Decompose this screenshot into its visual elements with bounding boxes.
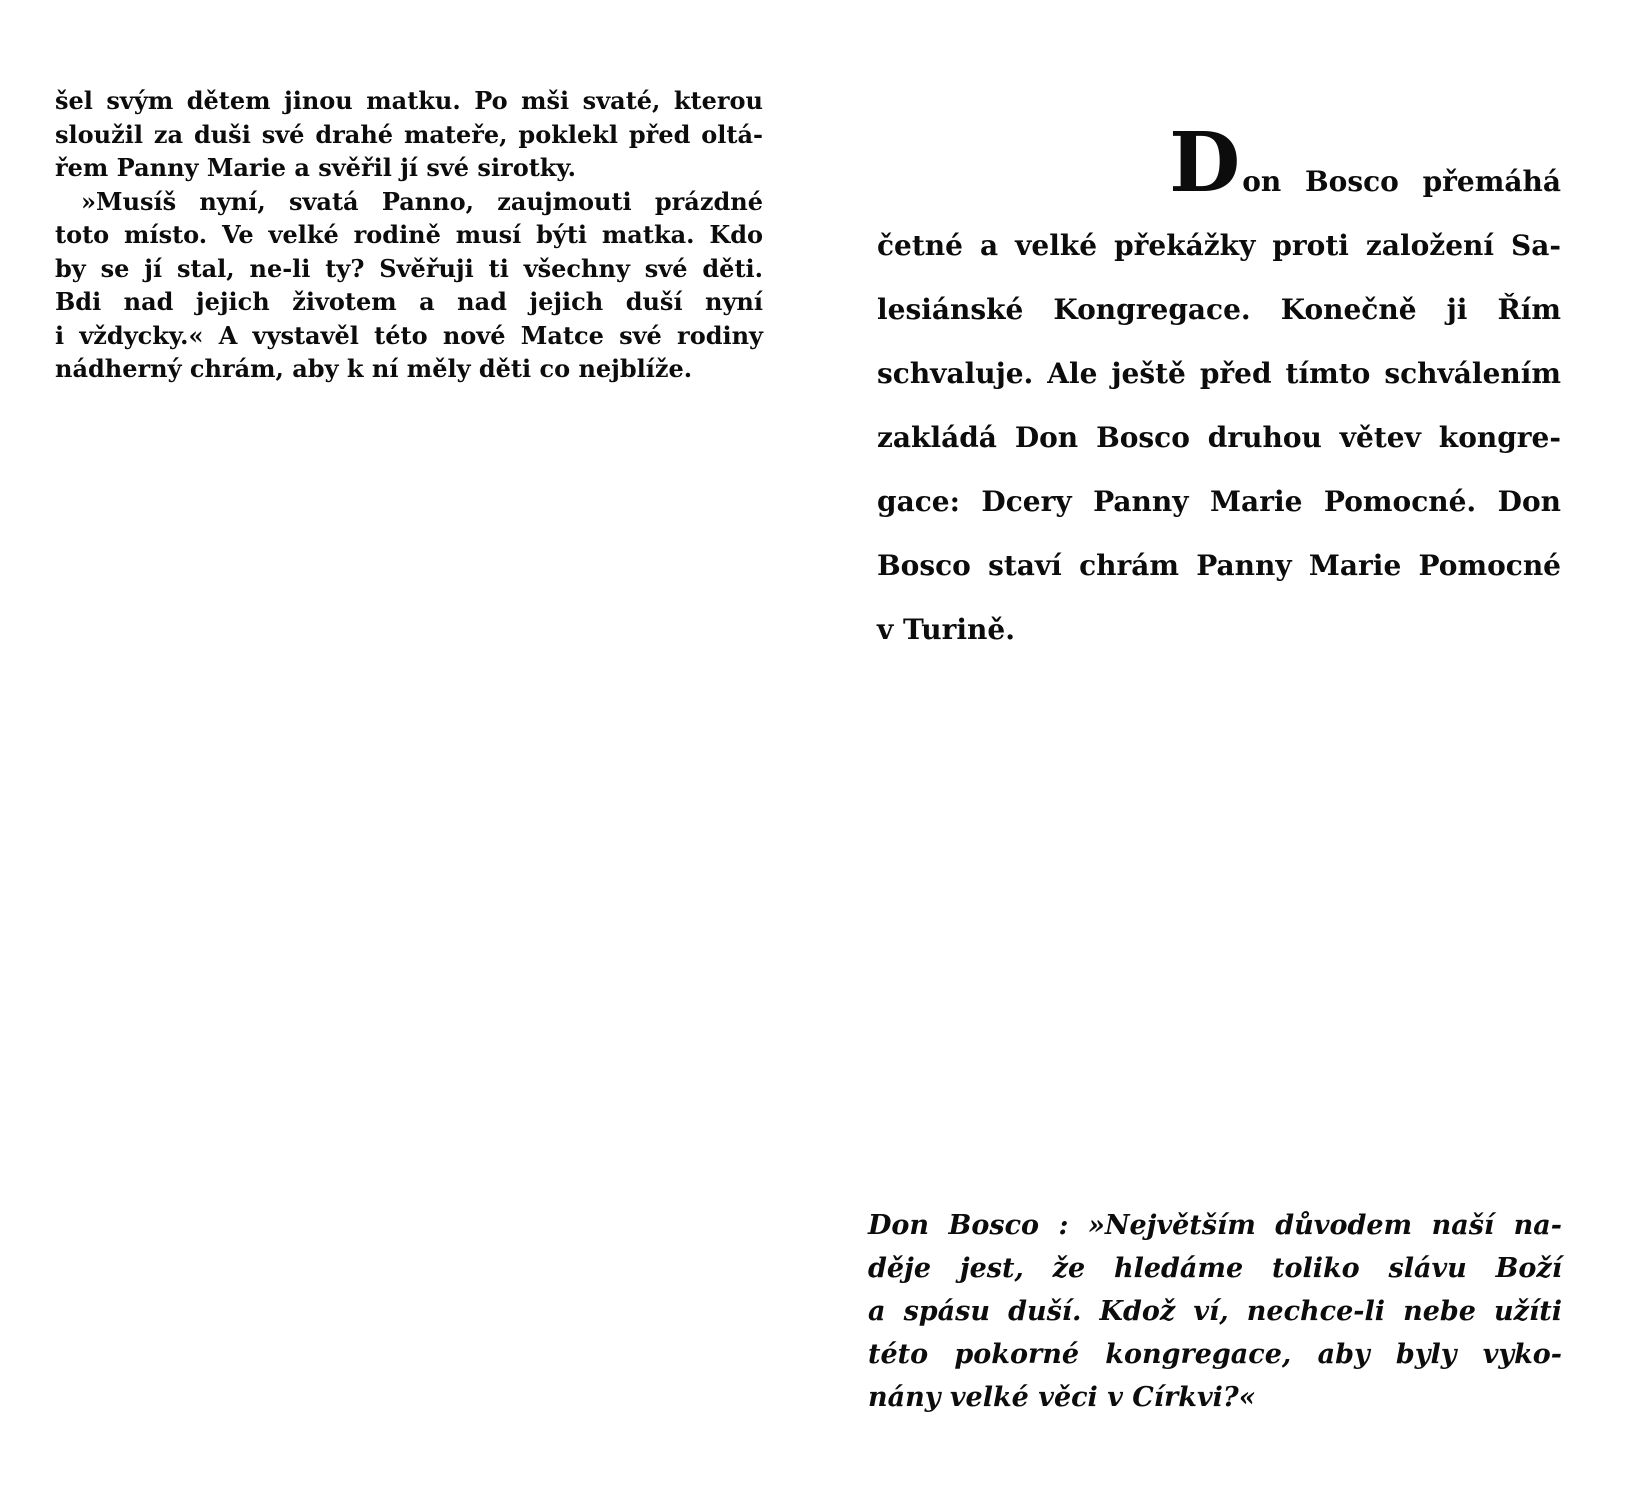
quote-line: nány velké věci v Církvi?« <box>868 1382 1256 1413</box>
quote-block <box>868 1204 1562 1419</box>
text-line: Bosco staví chrám Panny Marie Pomocné <box>877 549 1561 582</box>
opening-line <box>877 115 1561 214</box>
text-line: by se jí stal, ne-li ty? Svěřuji ti všechny své děti. <box>55 253 763 283</box>
quote-line: Don Bosco : »Největším důvodem naší na- <box>868 1210 1562 1241</box>
paragraph-second <box>55 185 763 386</box>
text-line: šel svým dětem jinou matku. Po mši svaté, kterou <box>55 86 763 115</box>
text-line: i vždycky.« A vystavěl této nové Matce své rodiny <box>55 320 763 350</box>
text-line: lesiánské Kongregace. Konečně ji Řím <box>877 293 1561 326</box>
opening-line-text: on Bosco přemáhá <box>1242 165 1561 198</box>
quote-line: a spásu duší. Kdož ví, nechce-li nebe užíti <box>868 1296 1562 1327</box>
right-text-column <box>877 115 1561 662</box>
text-line: zakládá Don Bosco druhou větev kongre- <box>877 421 1561 454</box>
text-line: nádherný chrám, aby k ní měly děti co nejblíže. <box>55 354 693 383</box>
text-line: gace: Dcery Panny Marie Pomocné. Don <box>877 485 1561 518</box>
text-line: četné a velké překážky proti založení Sa- <box>877 229 1561 262</box>
quote-line: děje jest, že hledáme toliko slávu Boží <box>868 1253 1562 1284</box>
text-line: sloužil za duši své drahé mateře, poklekl před oltá- <box>55 119 763 149</box>
left-text-column <box>55 84 763 386</box>
paragraph-first <box>55 84 763 185</box>
text-line: toto místo. Ve velké rodině musí býti matka. Kdo <box>55 220 763 249</box>
text-line: schvaluje. Ale ještě před tímto schválením <box>877 357 1561 390</box>
initial-capital: D <box>1169 115 1243 211</box>
text-line: Bdi nad jejich životem a nad jejich duší nyní <box>55 287 763 316</box>
text-line: »Musíš nyní, svatá Panno, zaujmouti prázdné <box>81 186 763 216</box>
text-line: řem Panny Marie a svěřil jí své sirotky. <box>55 153 576 182</box>
quote-line: této pokorné kongregace, aby byly vyko- <box>868 1339 1562 1370</box>
text-line: v Turině. <box>877 613 1015 646</box>
